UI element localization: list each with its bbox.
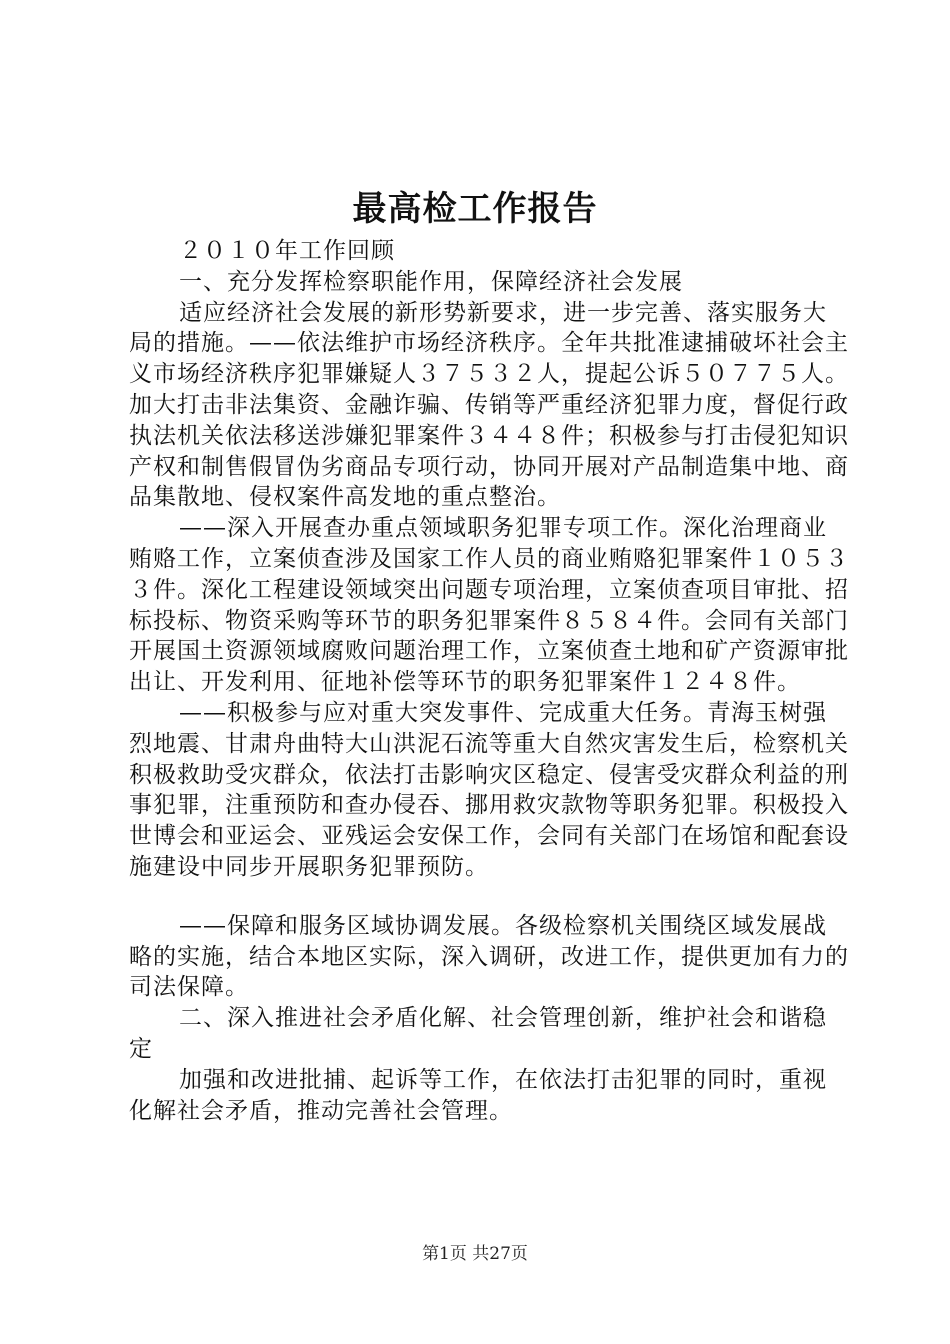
paragraph: ——保障和服务区域协调发展。各级检察机关围绕区域发展战略的实施，结合本地区实际，深入调研，改进工作，提供更加有力的司法保障。 — [129, 912, 849, 1001]
paragraph: 加强和改进批捕、起诉等工作，在依法打击犯罪的同时，重视化解社会矛盾，推动完善社会管理。 — [129, 1066, 827, 1124]
paragraph-section-heading: ２０１０年工作回顾 — [179, 238, 395, 264]
document-title: 最高检工作报告 — [352, 189, 598, 229]
paragraph-heading-two: 二、深入推进社会矛盾化解、社会管理创新，维护社会和谐稳定 — [129, 1005, 827, 1062]
paragraph: ——深入开展查办重点领域职务犯罪专项工作。深化治理商业贿赂工作，立案侦查涉及国家工作人员的商业贿赂犯罪案件１０５３３件。深化工程建设领域突出问题专项治理，立案侦查项目审批、招标投标、物资采购等环节的职务犯罪案件８５８４件。会同有关部门开展国土资源领域腐败问题治理工作，立案侦查土地和矿产资源审批出让、开发利用、征地补偿等环节的职务犯罪案件１２４８件。 — [129, 515, 849, 696]
page-footer: 第1页 共27页 — [422, 1244, 528, 1264]
document-body — [129, 236, 849, 1126]
paragraph-heading-one: 一、充分发挥检察职能作用，保障经济社会发展 — [179, 268, 683, 295]
paragraph-gap — [129, 883, 849, 911]
paragraph: ——积极参与应对重大突发事件、完成重大任务。青海玉树强烈地震、甘肃舟曲特大山洪泥石流等重大自然灾害发生后，检察机关积极救助受灾群众，依法打击影响灾区稳定、侵害受灾群众利益的刑事犯罪，注重预防和查办侵吞、挪用救灾款物等职务犯罪。积极投入世博会和亚运会、亚残运会安保工作，会同有关部门在场馆和配套设施建设中同步开展职务犯罪预防。 — [129, 699, 849, 880]
paragraph: 适应经济社会发展的新形势新要求，进一步完善、落实服务大局的措施。——依法维护市场经济秩序。全年共批准逮捕破坏社会主义市场经济秩序犯罪嫌疑人３７５３２人，提起公诉５０７７５人。加大打击非法集资、金融诈骗、传销等严重经济犯罪力度，督促行政执法机关依法移送涉嫌犯罪案件３４４８件；积极参与打击侵犯知识产权和制售假冒伪劣商品专项行动，协同开展对产品制造集中地、商品集散地、侵权案件高发地的重点整治。 — [129, 299, 849, 511]
